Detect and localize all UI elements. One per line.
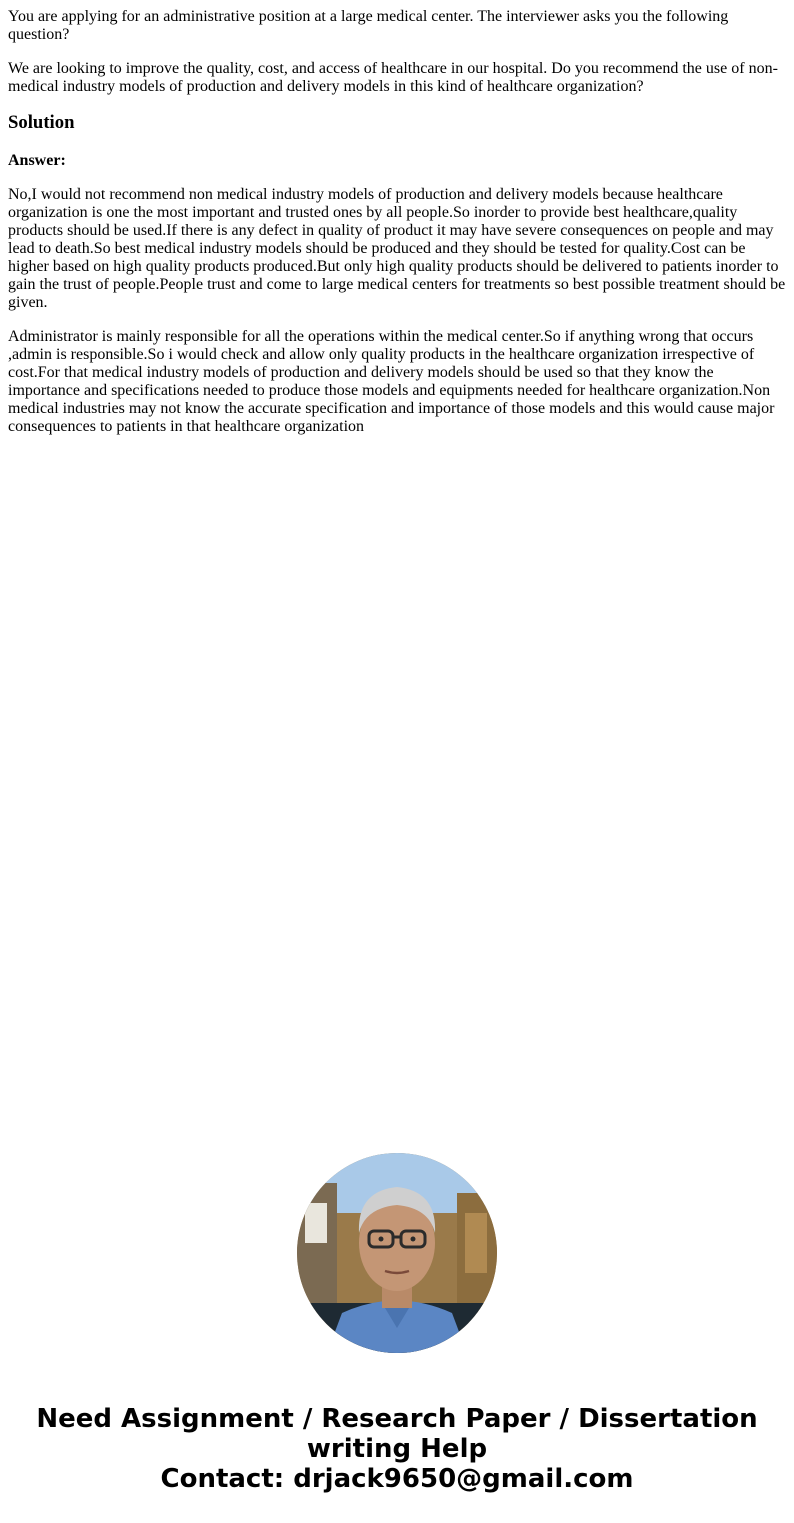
promo-line-2: writing Help [306, 1434, 488, 1464]
answer-paragraph-1: No,I would not recommend non medical industry models of production and delivery models because healthcare organization is one the most important and trusted ones by all people.So inorder to provide best healthcare,quality products should be used.If there is any defect in quality of product it may have severe consequences on people and may lead to death.So best medical industry models should be produced and they should be tested for quality.Cost can be higher based on high quality products produced.But only high quality products should be delivered to patients inorder to gain the trust of people.People trust and come to large medical centers for treatments so best possible treatment should be given. [8, 186, 786, 311]
question-intro: You are applying for an administrative position at a large medical center. The interviewer asks you the following question? [8, 8, 729, 43]
promo-banner [0, 1404, 794, 1494]
author-avatar [297, 1153, 497, 1353]
solution-heading: Solution [8, 112, 75, 133]
answer-paragraph-2: Administrator is mainly responsible for all the operations within the medical center.So if anything wrong that occurs ,admin is responsible.So i would check and allow only quality products in the healthcare organization irrespective of cost.For that medical industry models of production and delivery models should be used so that they know the importance and specifications needed to produce those models and equipments needed for healthcare organization.Non medical industries may not know the accurate specification and importance of those models and this would cause major consequences to patients in that healthcare organization [8, 328, 775, 435]
promo-contact: Contact: drjack9650@gmail.com [160, 1464, 634, 1494]
answer-label: Answer: [8, 152, 66, 169]
question-prompt: We are looking to improve the quality, cost, and access of healthcare in our hospital. Do you recommend the use of non-medical industry models of production and delivery models in this kind of healthcare organization? [8, 60, 778, 95]
promo-line-1: Need Assignment / Research Paper / Dissertation [36, 1404, 758, 1434]
document-body [8, 8, 786, 452]
